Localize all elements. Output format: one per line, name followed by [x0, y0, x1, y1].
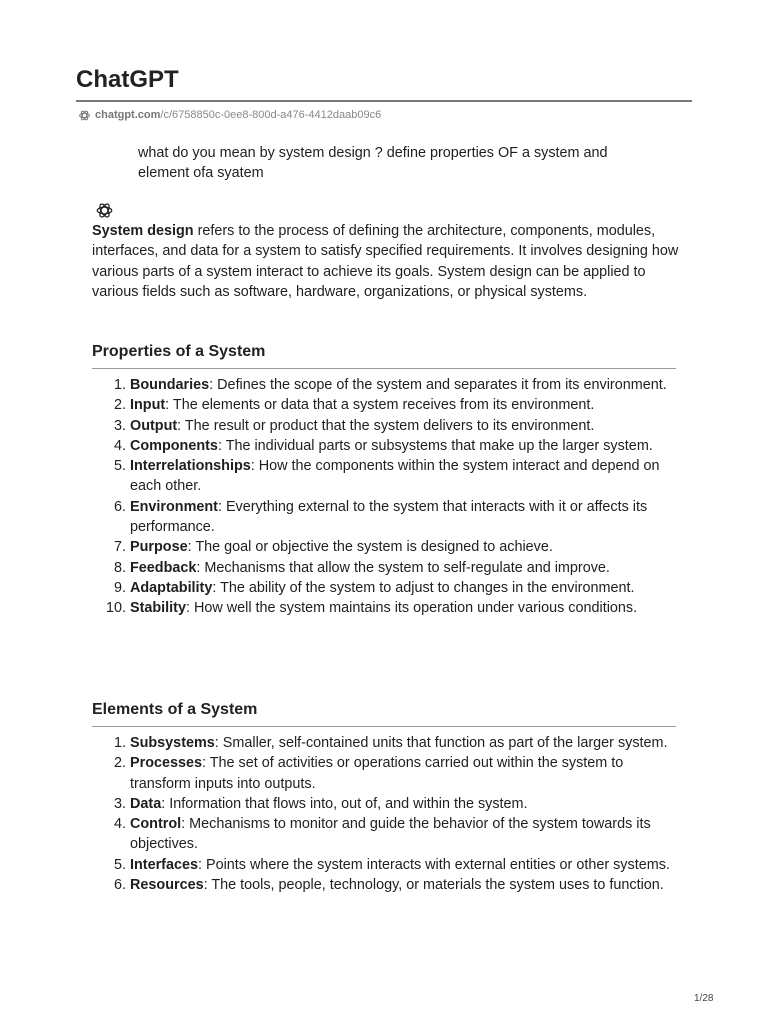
list-text: : The tools, people, technology, or materials the system uses to function. [203, 877, 664, 894]
list-number: 1. [113, 735, 126, 751]
list-term: Subsystems [130, 735, 215, 751]
list-item [113, 395, 682, 415]
list-number: 6. [113, 498, 126, 515]
list-item [113, 794, 682, 814]
list-number: 9. [113, 579, 126, 596]
list-text: : Information that flows into, out of, and within the system. [161, 795, 528, 812]
openai-logo-icon [95, 201, 114, 220]
list-number: 1. [113, 377, 126, 393]
list-term: Adaptability [130, 579, 213, 596]
page-title: ChatGPT [76, 66, 179, 93]
elements-list [113, 733, 682, 895]
list-item [113, 753, 682, 794]
list-text: : Defines the scope of the system and separates it from its environment. [209, 377, 667, 393]
list-term: Boundaries [130, 377, 210, 393]
list-text: : Mechanisms to monitor and guide the behavior of the system towards its objectives. [130, 816, 651, 853]
list-item [113, 436, 682, 456]
list-text: : The ability of the system to adjust to changes in the environment. [212, 579, 635, 596]
list-term: Environment [130, 498, 218, 515]
list-item [113, 537, 682, 557]
list-term: Processes [130, 755, 203, 772]
list-number: 5. [113, 458, 126, 475]
list-number: 6. [113, 877, 126, 894]
source-path: /c/6758850c-0ee8-800d-a476-4412daab09c6 [160, 109, 382, 121]
list-text: : The individual parts or subsystems that make up the larger system. [217, 437, 653, 454]
list-term: Components [130, 437, 218, 454]
list-text: : Everything external to the system that interacts with it or affects its performance. [130, 498, 648, 536]
list-text: : The goal or objective the system is designed to achieve. [187, 539, 553, 556]
list-item [113, 416, 682, 436]
list-term: Control [130, 816, 182, 833]
page-number: 1/28 [694, 993, 714, 1004]
list-text: : The set of activities or operations carried out within the system to transform inputs into outputs. [130, 755, 624, 792]
list-item [113, 875, 682, 895]
list-text: : How the components within the system interact and depend on each other. [130, 458, 660, 495]
list-text: : Smaller, self-contained units that function as part of the larger system. [214, 735, 668, 751]
list-term: Stability [130, 600, 186, 617]
list-number: 2. [113, 755, 126, 772]
list-number: 4. [113, 816, 126, 833]
list-item [113, 558, 682, 578]
list-term: Resources [130, 877, 204, 894]
list-item [113, 456, 682, 497]
properties-heading: Properties of a System [92, 343, 266, 360]
intro-term: System design [92, 223, 194, 239]
list-number: 7. [113, 539, 126, 556]
list-text: : Mechanisms that allow the system to self-regulate and improve. [196, 559, 610, 576]
list-item [113, 375, 682, 395]
list-number: 2. [113, 397, 126, 414]
list-term: Output [130, 417, 178, 434]
elements-heading: Elements of a System [92, 701, 258, 718]
list-number: 3. [113, 417, 126, 434]
list-term: Interfaces [130, 856, 198, 873]
list-number: 5. [113, 856, 126, 873]
properties-divider [92, 368, 676, 369]
list-term: Purpose [130, 539, 188, 556]
list-number: 10. [105, 600, 126, 617]
list-term: Input [130, 397, 166, 414]
assistant-intro [92, 221, 682, 303]
properties-list [105, 375, 682, 619]
list-item [105, 598, 682, 618]
openai-logo-icon [78, 109, 91, 122]
title-divider [76, 100, 692, 102]
list-term: Interrelationships [130, 458, 251, 475]
list-text: : Points where the system interacts with external entities or other systems. [198, 856, 670, 873]
source-link[interactable] [78, 107, 381, 123]
list-text: : The elements or data that a system receives from its environment. [165, 397, 595, 414]
list-item [113, 814, 682, 855]
list-term: Feedback [130, 559, 197, 576]
list-term: Data [130, 795, 162, 812]
list-number: 8. [113, 559, 126, 576]
list-item [113, 855, 682, 875]
list-item [113, 578, 682, 598]
intro-text: refers to the process of defining the architecture, components, modules, interfaces, and data for a system to satisfy specified requirements. It involves designing how various parts of a system interact to achieve its goals. System design can be applied to various fields such as software, hardware, organizations, or physical systems. [92, 223, 679, 301]
user-message: what do you mean by system design ? define properties OF a system and element ofa syatem [138, 145, 608, 182]
list-number: 4. [113, 437, 126, 454]
source-domain: chatgpt.com [95, 109, 161, 121]
list-text: : How well the system maintains its operation under various conditions. [185, 600, 638, 617]
list-text: : The result or product that the system delivers to its environment. [177, 417, 595, 434]
list-number: 3. [113, 795, 126, 812]
list-item [113, 497, 682, 538]
elements-divider [92, 726, 676, 727]
list-item [113, 733, 682, 753]
